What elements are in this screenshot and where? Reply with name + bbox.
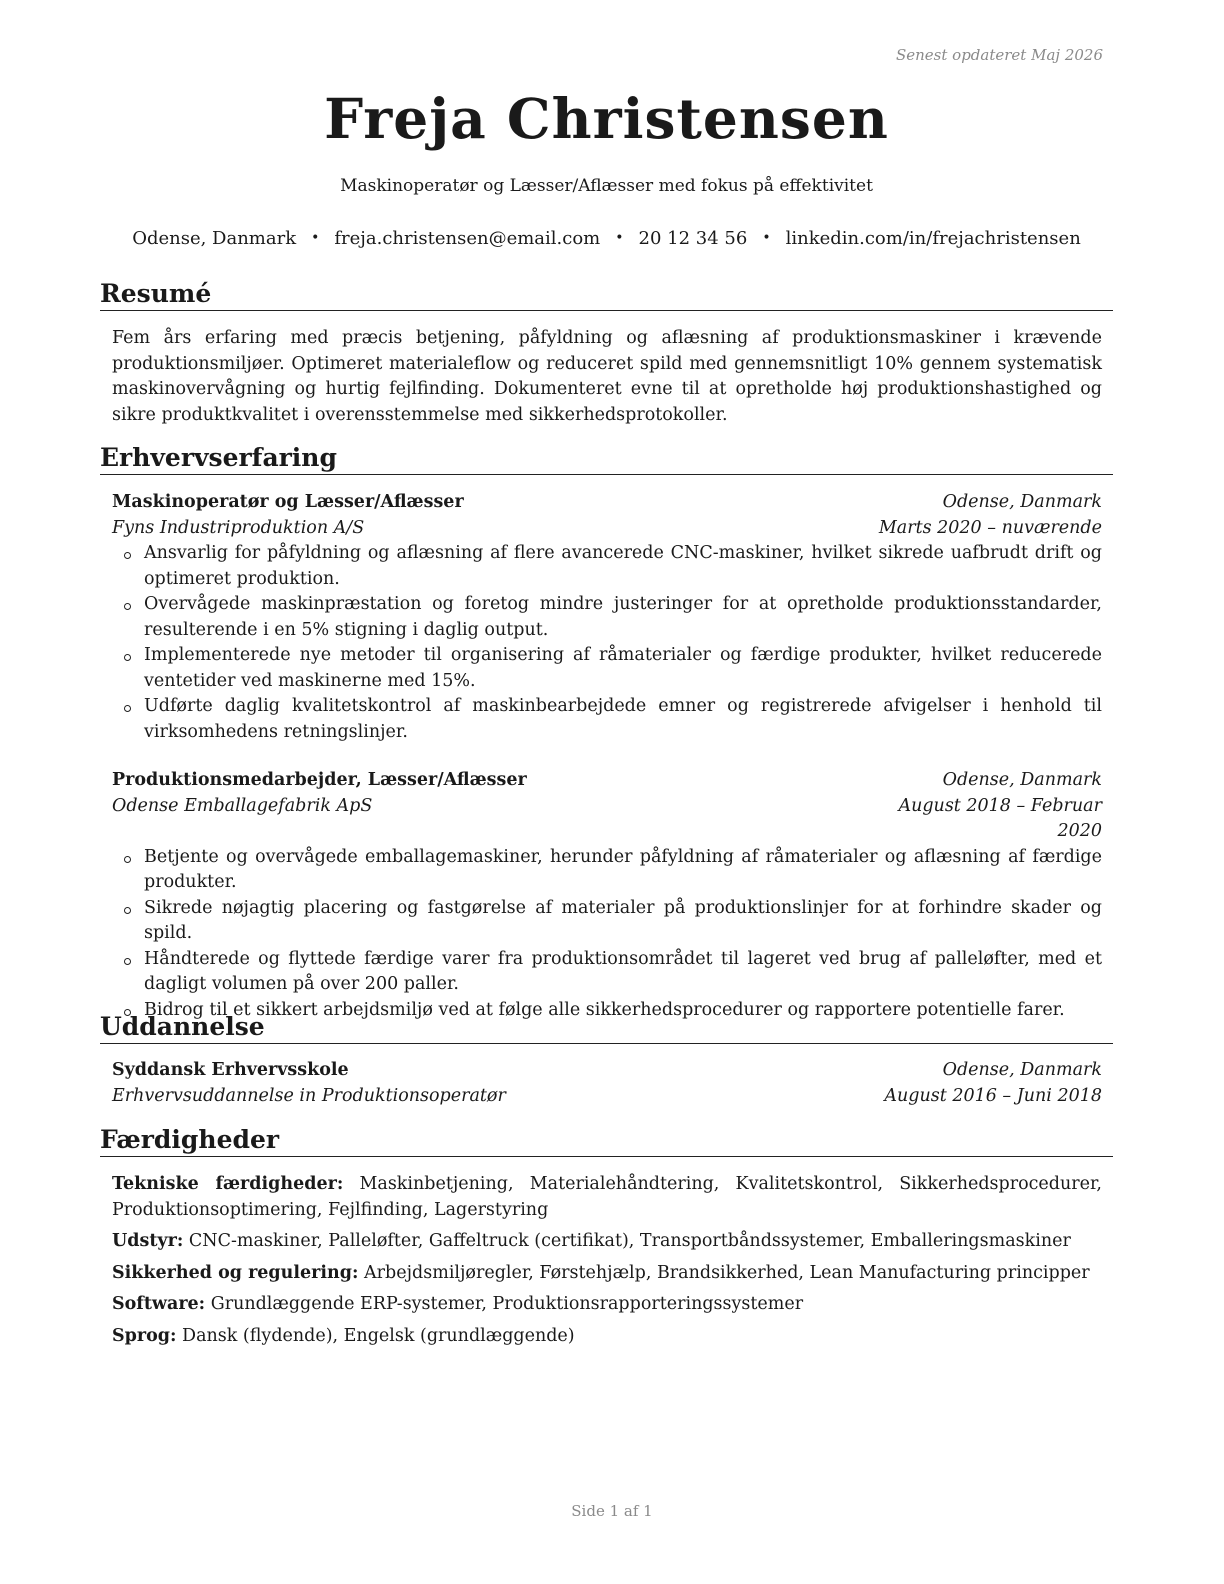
company-name: Fyns Industriproduktion A/S (112, 517, 365, 538)
education-dates: August 2016 – Juni 2018 (884, 1085, 1102, 1106)
skill-value: Grundlæggende ERP-systemer, Produktionsrapporteringssystemer (210, 1294, 804, 1314)
bullet-separator: • (615, 230, 624, 246)
section-title-summary: Resumé (100, 280, 1113, 311)
school-location: Odense, Danmark (942, 1060, 1102, 1080)
list-item: Implementerede nye metoder til organisering af råmaterialer og færdige produkter, hvilket reducerede ventetider ved maskinerne med 15%. (144, 643, 1102, 694)
section-title-experience: Erhvervserfaring (100, 444, 1113, 475)
page-number: Side 1 af 1 (571, 1502, 653, 1520)
company-name: Odense Emballagefabrik ApS (112, 795, 373, 816)
contact-line (100, 228, 1113, 249)
list-item: Betjente og overvågede emballagemaskiner, herunder påfyldning af råmaterialer og aflæsning af færdige produkter. (144, 845, 1102, 896)
job-bullets (112, 541, 1102, 745)
experience-entry (112, 490, 1102, 745)
contact-linkedin-link[interactable]: linkedin.com/in/frejachristensen (785, 228, 1081, 249)
list-item: Bidrog til et sikkert arbejdsmiljø ved at følge alle sikkerhedsprocedurer og rapportere potentielle farer. (144, 998, 1102, 1024)
contact-email-link[interactable]: freja.christensen@email.com (334, 228, 601, 249)
list-item: Udførte daglig kvalitetskontrol af maskinbearbejdede emner og registrerede afvigelser i henhold til virksomhedens retningslinjer. (144, 694, 1102, 745)
skill-line (112, 1292, 1102, 1318)
list-item: Håndterede og flyttede færdige varer fra produktionsområdet til lageret ved brug af palleløfter, med et dagligt volumen på over 200 paller. (144, 947, 1102, 998)
skill-value: Dansk (flydende), Engelsk (grundlæggende) (182, 1325, 575, 1346)
tagline: Maskinoperatør og Læsser/Aflæsser med fokus på effektivitet (340, 176, 873, 196)
school-name: Syddansk Erhvervsskole (112, 1060, 349, 1080)
list-item: Sikrede nøjagtig placering og fastgørelse af materialer på produktionslinjer for at forhindre skader og spild. (144, 896, 1102, 947)
education-entry (112, 1058, 1102, 1109)
skill-line (112, 1172, 1102, 1223)
skill-label: Sikkerhed og regulering: (112, 1262, 359, 1283)
last-updated: Senest opdateret Maj 2026 (895, 46, 1103, 64)
job-title: Maskinoperatør og Læsser/Aflæsser (112, 492, 464, 512)
skill-label: Software: (112, 1294, 206, 1314)
summary-text: Fem års erfaring med præcis betjening, påfyldning og aflæsning af produktionsmaskiner i krævende produktionsmiljøer. Optimeret materialeflow og reduceret spild med gennemsnitligt 10% gennem systematisk maskinovervågning og hurtig fejlfinding. Dokumenteret evne til at opretholde høj produktionshastighed og sikre produktkvalitet i overensstemmelse med sikkerhedsprotokoller. (112, 328, 1102, 425)
job-title: Produktionsmedarbejder, Læsser/Aflæsser (112, 770, 527, 790)
skill-value: Maskinbetjening, Materialehåndtering, Kvalitetskontrol, Sikkerhedsprocedurer, Produktionsoptimering, Fejlfinding, Lagerstyring (112, 1174, 1102, 1220)
skill-label: Tekniske færdigheder: (112, 1174, 344, 1194)
section-title-skills: Færdigheder (100, 1126, 1113, 1157)
skill-label: Sprog: (112, 1325, 177, 1346)
job-dates: Marts 2020 – nuværende (878, 517, 1102, 538)
skill-label: Udstyr: (112, 1231, 184, 1251)
list-item: Overvågede maskinpræstation og foretog mindre justeringer for at opretholde produktionsstandarder, resulterende i en 5% stigning i daglig output. (144, 592, 1102, 643)
contact-phone: 20 12 34 56 (638, 228, 748, 249)
job-location: Odense, Danmark (942, 492, 1102, 512)
skill-line (112, 1324, 1102, 1350)
job-dates: August 2018 – Februar 2020 (898, 795, 1102, 841)
bullet-separator: • (762, 230, 771, 246)
experience-entry (112, 768, 1102, 1023)
job-bullets (112, 845, 1102, 1024)
contact-location: Odense, Danmark (132, 228, 297, 249)
skills-list (112, 1172, 1102, 1355)
skill-line (112, 1229, 1102, 1255)
job-location: Odense, Danmark (942, 770, 1102, 790)
skill-line (112, 1261, 1102, 1287)
degree-name: Erhvervsuddannelse in Produktionsoperatør (112, 1085, 506, 1106)
bullet-separator: • (311, 230, 320, 246)
list-item: Ansvarlig for påfyldning og aflæsning af flere avancerede CNC-maskiner, hvilket sikrede uafbrudt drift og optimeret produktion. (144, 541, 1102, 592)
resume-page (100, 0, 1113, 1584)
skill-value: Arbejdsmiljøregler, Førstehjælp, Brandsikkerhed, Lean Manufacturing principper (364, 1262, 1090, 1283)
section-title-education: Uddannelse (100, 1013, 1113, 1044)
candidate-name: Freja Christensen (324, 86, 889, 151)
skill-value: CNC-maskiner, Palleløfter, Gaffeltruck (certifikat), Transportbåndssystemer, Emballeringsmaskiner (188, 1231, 1071, 1251)
